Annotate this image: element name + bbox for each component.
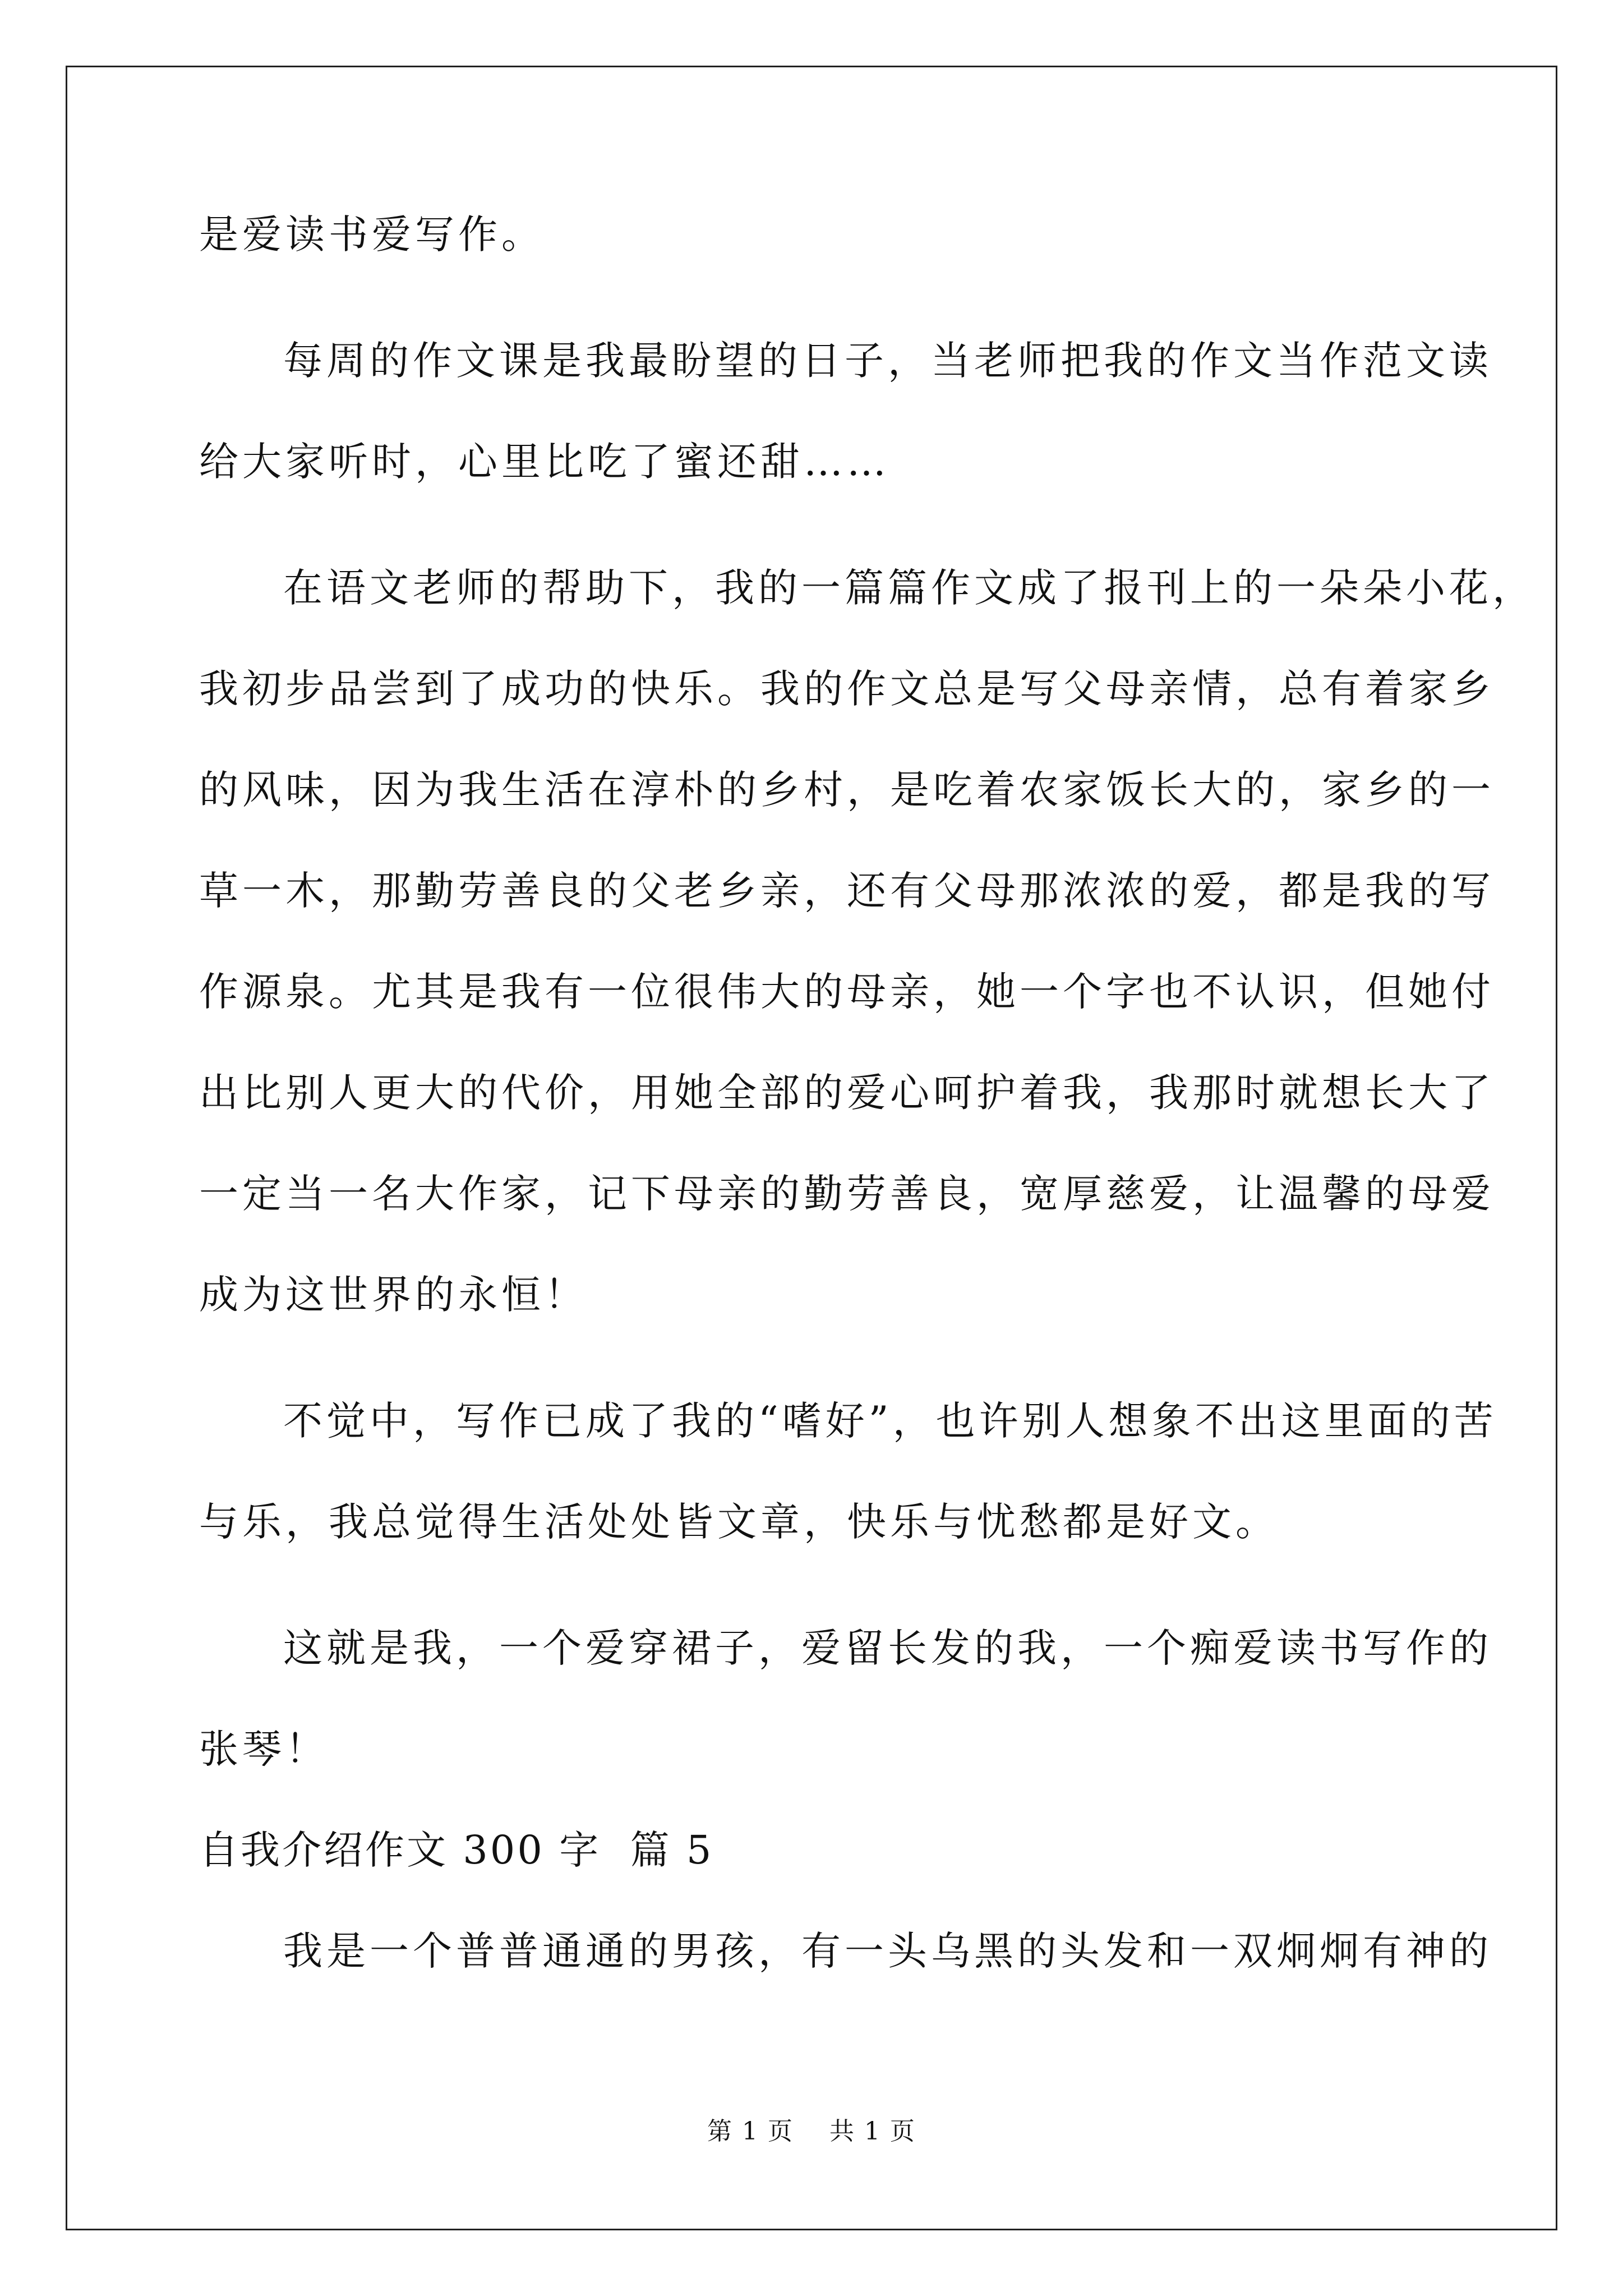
page-number-footer: 第 1 页 共 1 页 <box>707 2117 916 2146</box>
paragraph-first-line: 我是一个普普通通的男孩，有一头乌黑的头发和一双炯炯有神的 <box>283 1928 1492 1974</box>
text-line: 张琴！ <box>199 1726 329 1772</box>
text-line: 出比别人更大的代价，用她全部的爱心呵护着我，我那时就想长大了 <box>199 1070 1495 1116</box>
paragraph-first-line: 在语文老师的帮助下，我的一篇篇作文成了报刊上的一朵朵小花， <box>283 565 1536 611</box>
text-line: 给大家听时，心里比吃了蜜还甜…… <box>199 439 890 485</box>
section-heading: 自我介绍作文 300 字 篇 5 <box>199 1827 714 1873</box>
paragraph-first-line: 每周的作文课是我最盼望的日子，当老师把我的作文当作范文读 <box>283 338 1492 384</box>
text-line: 是爱读书爱写作。 <box>199 211 545 257</box>
text-line: 与乐，我总觉得生活处处皆文章，快乐与忧愁都是好文。 <box>199 1499 1279 1545</box>
paragraph-first-line: 不觉中，写作已成了我的“嗜好”，也许别人想象不出这里面的苦 <box>283 1398 1497 1444</box>
text-line: 作源泉。尤其是我有一位很伟大的母亲，她一个字也不认识，但她付 <box>199 969 1495 1015</box>
page-border <box>66 66 1557 2230</box>
text-line: 草一木，那勤劳善良的父老乡亲，还有父母那浓浓的爱，都是我的写 <box>199 868 1495 914</box>
paragraph-first-line: 这就是我，一个爱穿裙子，爱留长发的我，一个痴爱读书写作的 <box>283 1625 1492 1671</box>
text-line: 一定当一名大作家，记下母亲的勤劳善良，宽厚慈爱，让温馨的母爱 <box>199 1171 1495 1217</box>
text-line: 成为这世界的永恒！ <box>199 1272 588 1318</box>
text-line: 我初步品尝到了成功的快乐。我的作文总是写父母亲情，总有着家乡 <box>199 666 1495 712</box>
text-line: 的风味，因为我生活在淳朴的乡村，是吃着农家饭长大的，家乡的一 <box>199 767 1495 813</box>
